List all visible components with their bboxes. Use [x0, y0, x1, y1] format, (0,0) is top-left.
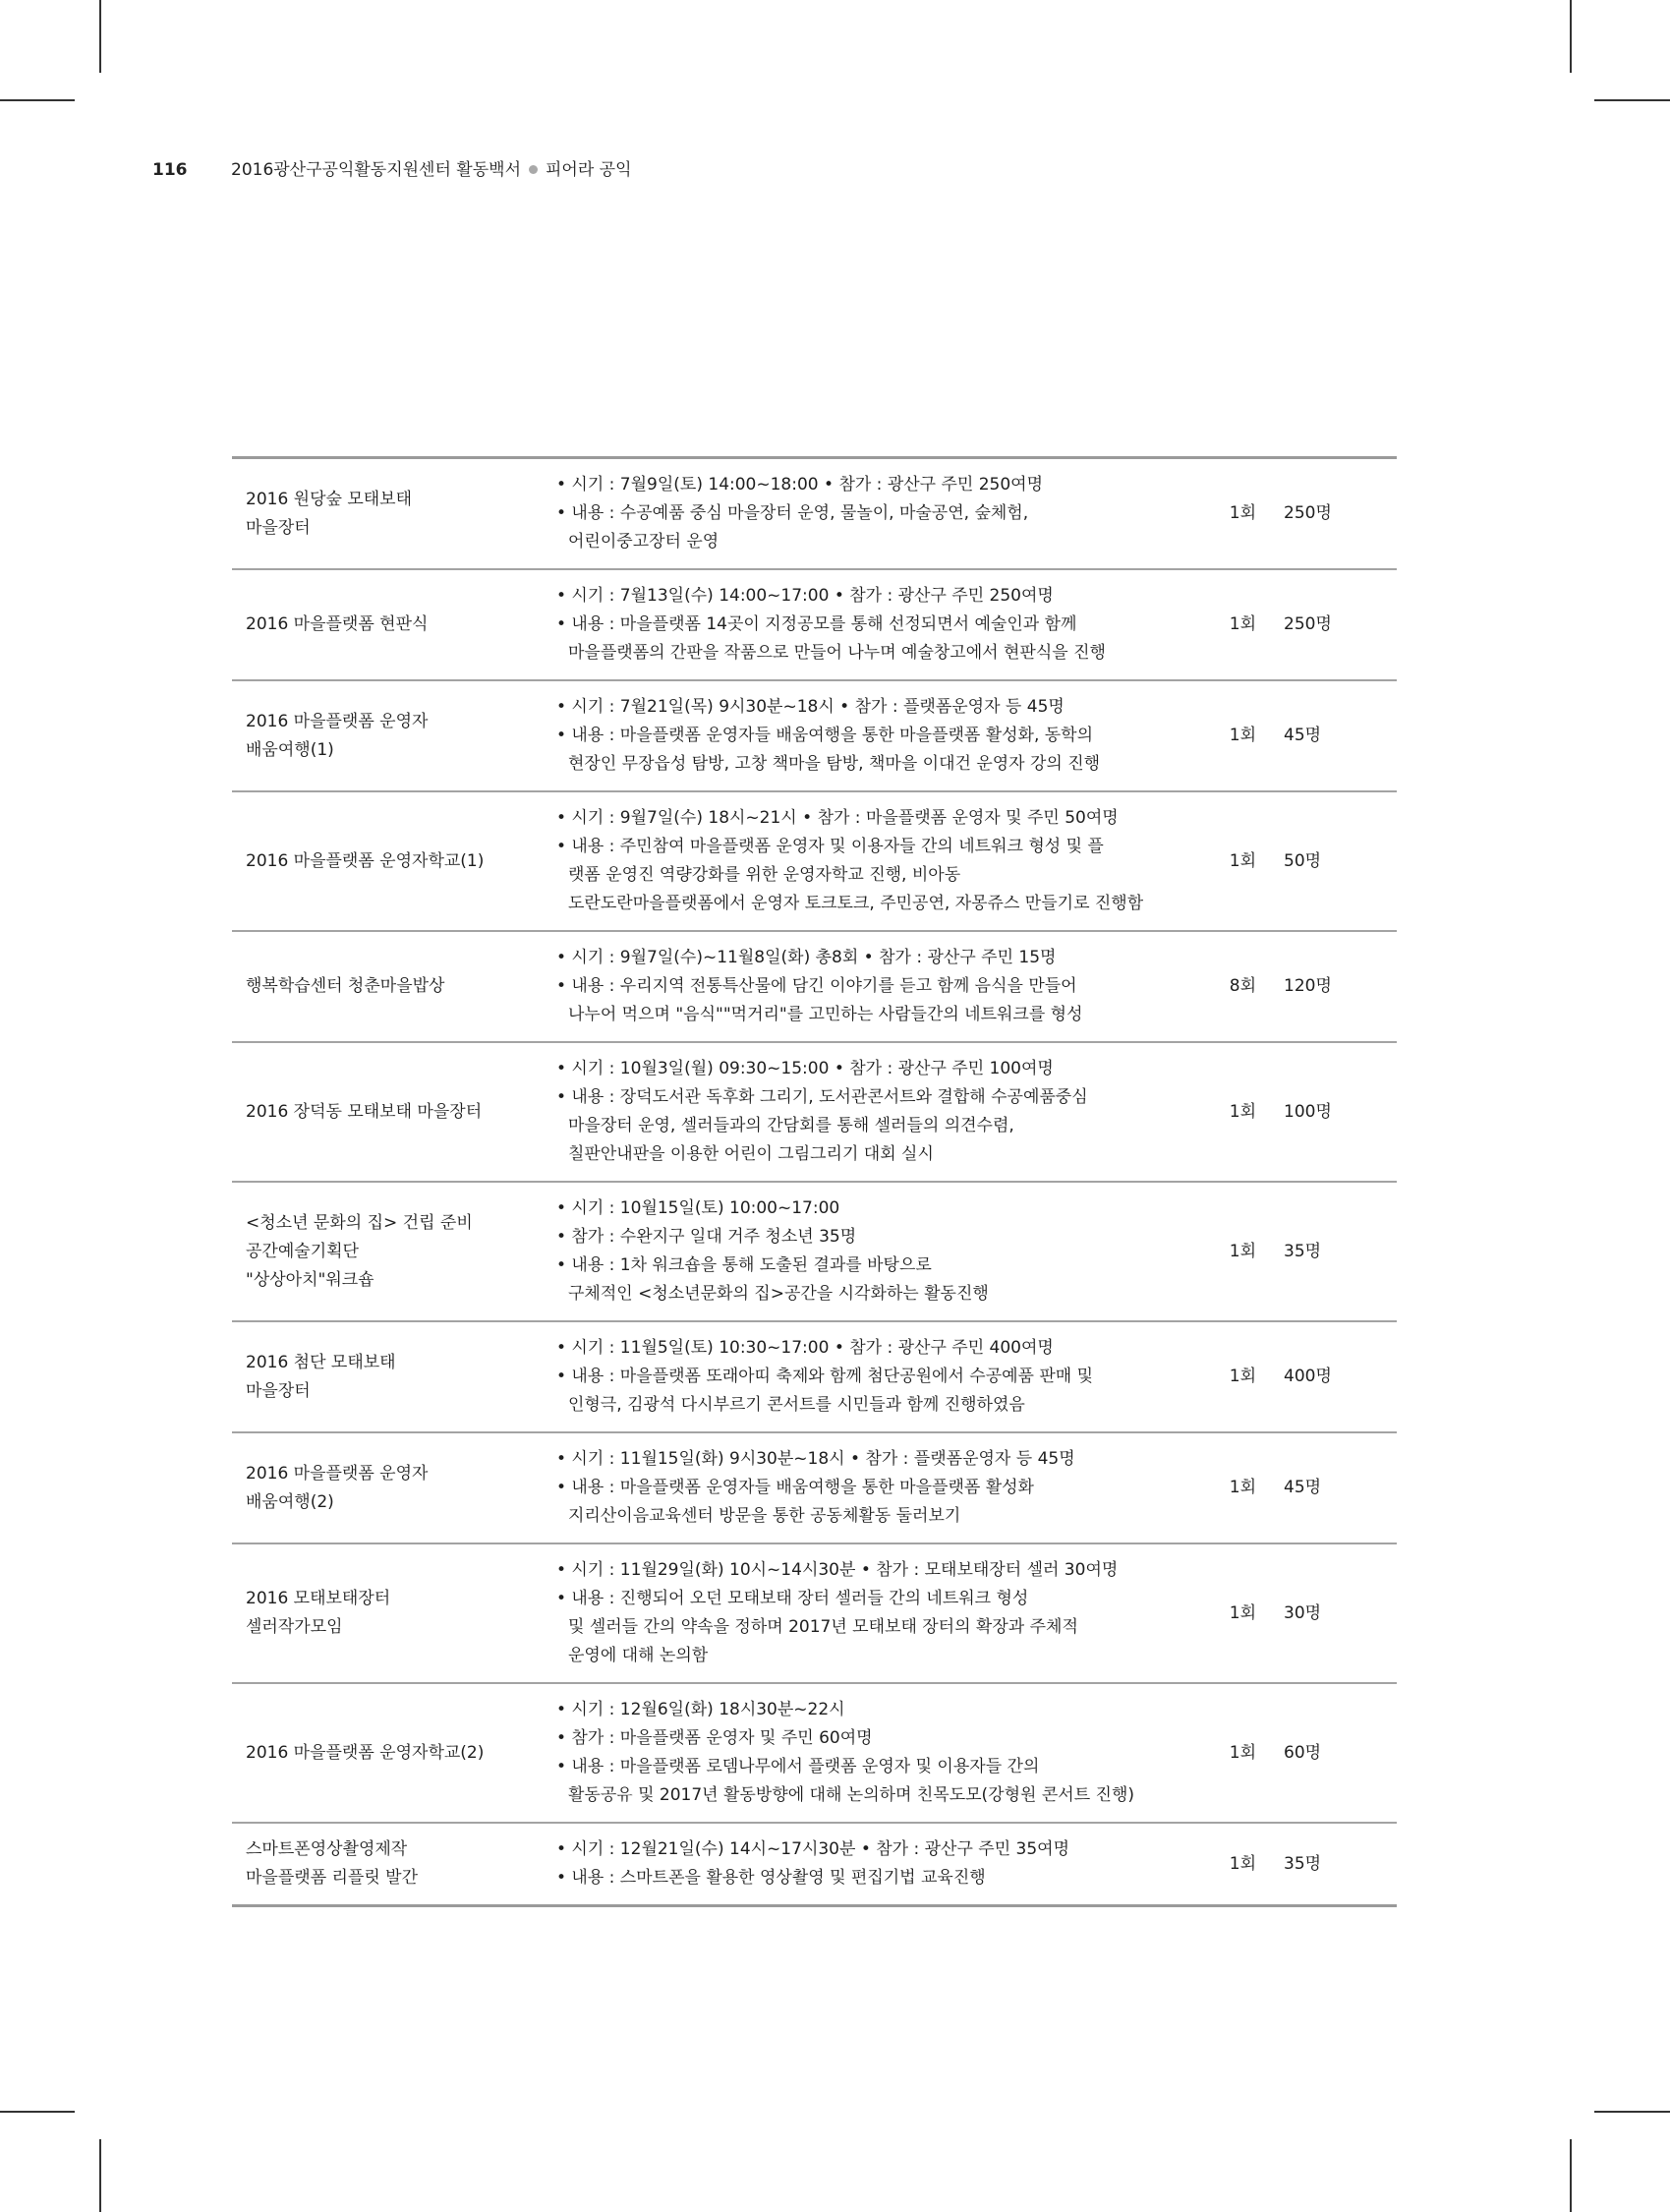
- activity-detail-line: • 참가 : 수완지구 일대 거주 청소년 35명: [556, 1227, 857, 1247]
- table-row: [232, 458, 1397, 570]
- activity-detail-line: • 내용 : 진행되어 오던 모태보태 장터 셀러들 간의 네트워크 형성: [556, 1589, 1029, 1608]
- crop-mark: [1570, 0, 1572, 73]
- activity-count: 1회: [1187, 1432, 1256, 1543]
- activity-detail-cell: [556, 1543, 1187, 1683]
- activity-detail-line: 어린이중고장터 운영: [568, 532, 720, 552]
- activity-participants: 60명: [1256, 1683, 1397, 1823]
- activity-detail-line: • 내용 : 주민참여 마을플랫폼 운영자 및 이용자들 간의 네트워크 형성 및 플: [556, 837, 1104, 856]
- activity-detail-cell: [556, 680, 1187, 791]
- activity-name-cell: [232, 1823, 556, 1906]
- activity-detail-line: 운영에 대해 논의함: [568, 1646, 709, 1665]
- activity-count: 1회: [1187, 1042, 1256, 1182]
- activity-name-cell: [232, 458, 556, 570]
- activity-detail-line: 구체적인 <청소년문화의 집>공간을 시각화하는 활동진행: [568, 1284, 989, 1304]
- table-row: [232, 569, 1397, 680]
- activity-name-cell: [232, 1042, 556, 1182]
- activity-count: 1회: [1187, 1321, 1256, 1432]
- activity-participants: 400명: [1256, 1321, 1397, 1432]
- activity-count: 1회: [1187, 458, 1256, 570]
- activity-name: 공간예술기획단: [246, 1241, 359, 1261]
- activity-name: 2016 마을플랫폼 운영자학교(2): [246, 1742, 485, 1763]
- activity-detail-line: • 시기 : 10월15일(토) 10:00~17:00: [556, 1198, 840, 1218]
- activity-detail-line: • 내용 : 스마트폰을 활용한 영상촬영 및 편집기법 교육진행: [556, 1868, 986, 1888]
- report-title: 2016광산구공익활동지원센터 활동백서: [231, 160, 521, 180]
- activity-detail-line: • 시기 : 10월3일(월) 09:30~15:00 • 참가 : 광산구 주민 100여명: [556, 1059, 1054, 1078]
- activity-table-body: [232, 458, 1397, 1906]
- activity-detail-line: • 시기 : 7월13일(수) 14:00~17:00 • 참가 : 광산구 주민 250여명: [556, 586, 1054, 606]
- activity-detail-cell: [556, 1042, 1187, 1182]
- activity-name: 마을장터: [246, 517, 311, 538]
- activity-name: 마을장터: [246, 1380, 311, 1401]
- crop-mark: [99, 0, 101, 73]
- activity-detail-line: • 내용 : 마을플랫폼 또래아띠 축제와 함께 첨단공원에서 수공예품 판매 및: [556, 1367, 1094, 1386]
- activity-detail-line: • 내용 : 마을플랫폼 운영자들 배움여행을 통한 마을플랫폼 활성화: [556, 1478, 1034, 1497]
- activity-detail-line: • 시기 : 7월21일(목) 9시30분~18시 • 참가 : 플랫폼운영자 등 45명: [556, 697, 1065, 717]
- crop-mark: [1594, 99, 1670, 101]
- activity-detail-cell: [556, 1182, 1187, 1321]
- activity-name: 배움여행(2): [246, 1491, 334, 1512]
- activity-name-cell: [232, 680, 556, 791]
- crop-mark: [99, 2139, 101, 2212]
- activity-name-cell: [232, 1321, 556, 1432]
- activity-detail-line: 활동공유 및 2017년 활동방향에 대해 논의하며 친목도모(강형원 콘서트 진행): [568, 1785, 1134, 1805]
- page-number: 116: [152, 160, 188, 180]
- activity-name: 2016 원당숲 모태보태: [246, 489, 413, 509]
- activity-count: 1회: [1187, 1683, 1256, 1823]
- bullet-dot-icon: [529, 165, 538, 174]
- section-title: 피어라 공익: [546, 160, 632, 180]
- activity-name-cell: [232, 1182, 556, 1321]
- activity-detail-line: • 내용 : 마을플랫폼 로뎀나무에서 플랫폼 운영자 및 이용자들 간의: [556, 1757, 1040, 1776]
- table-row: [232, 931, 1397, 1042]
- activity-detail-line: • 시기 : 7월9일(토) 14:00~18:00 • 참가 : 광산구 주민 250여명: [556, 475, 1044, 495]
- activity-count: 1회: [1187, 791, 1256, 931]
- activity-name: 2016 모태보태장터: [246, 1589, 391, 1608]
- activity-participants: 30명: [1256, 1543, 1397, 1683]
- activity-detail-cell: [556, 1321, 1187, 1432]
- activity-name: 스마트폰영상촬영제작: [246, 1839, 408, 1859]
- table-row: [232, 1683, 1397, 1823]
- table-row: [232, 1321, 1397, 1432]
- table-row: [232, 1042, 1397, 1182]
- activity-name: "상상아치"워크숍: [246, 1269, 374, 1290]
- activity-detail-cell: [556, 1683, 1187, 1823]
- activity-name-cell: [232, 1432, 556, 1543]
- activity-participants: 50명: [1256, 791, 1397, 931]
- activity-participants: 100명: [1256, 1042, 1397, 1182]
- activity-detail-line: • 내용 : 1차 워크숍을 통해 도출된 결과를 바탕으로: [556, 1255, 932, 1275]
- activity-count: 1회: [1187, 569, 1256, 680]
- activity-detail-line: 랫폼 운영진 역량강화를 위한 운영자학교 진행, 비아동: [568, 865, 961, 885]
- crop-mark: [0, 99, 75, 101]
- activity-count: 1회: [1187, 1182, 1256, 1321]
- activity-detail-cell: [556, 1823, 1187, 1906]
- activity-name-cell: [232, 791, 556, 931]
- activity-detail-line: • 시기 : 9월7일(수)~11월8일(화) 총8회 • 참가 : 광산구 주민 15명: [556, 948, 1057, 967]
- activity-detail-line: 및 셀러들 간의 약속을 정하며 2017년 모태보태 장터의 확장과 주체적: [568, 1617, 1078, 1637]
- activity-detail-line: 칠판안내판을 이용한 어린이 그림그리기 대회 실시: [568, 1144, 934, 1164]
- activity-detail-line: • 시기 : 11월29일(화) 10시~14시30분 • 참가 : 모태보태장터 셀러 30여명: [556, 1560, 1119, 1580]
- activity-participants: 35명: [1284, 1853, 1322, 1874]
- activity-detail-line: 도란도란마을플랫폼에서 운영자 토크토크, 주민공연, 자몽쥬스 만들기로 진행함: [568, 894, 1144, 913]
- activity-detail-line: • 내용 : 우리지역 전통특산물에 담긴 이야기를 듣고 함께 음식을 만들어: [556, 976, 1077, 996]
- activity-detail-line: • 참가 : 마을플랫폼 운영자 및 주민 60여명: [556, 1728, 873, 1748]
- activity-detail-line: • 내용 : 장덕도서관 독후화 그리기, 도서관콘서트와 결합해 수공예품중심: [556, 1087, 1088, 1107]
- activity-name: 2016 마을플랫폼 운영자학교(1): [246, 850, 485, 871]
- activity-detail-line: • 시기 : 12월21일(수) 14시~17시30분 • 참가 : 광산구 주민 35여명: [556, 1839, 1070, 1859]
- activity-participants: 120명: [1256, 931, 1397, 1042]
- activity-name-cell: [232, 1543, 556, 1683]
- activity-count: 1회: [1187, 680, 1256, 791]
- activity-participants: 45명: [1256, 1432, 1397, 1543]
- table-row: [232, 680, 1397, 791]
- activity-detail-cell: [556, 569, 1187, 680]
- crop-mark: [1594, 2111, 1670, 2113]
- table-row: [232, 1823, 1397, 1906]
- activity-name: 2016 장덕동 모태보태 마을장터: [246, 1101, 483, 1122]
- crop-mark: [1570, 2139, 1572, 2212]
- table-row: [232, 1432, 1397, 1543]
- running-header: [152, 155, 632, 180]
- crop-mark: [0, 2111, 75, 2113]
- activity-count: 1회: [1187, 1543, 1256, 1683]
- activity-name: 2016 마을플랫폼 현판식: [246, 614, 429, 634]
- activity-detail-line: 현장인 무장읍성 탐방, 고창 책마을 탐방, 책마을 이대건 운영자 강의 진행: [568, 754, 1101, 774]
- activity-detail-line: • 시기 : 12월6일(화) 18시30분~22시: [556, 1700, 845, 1719]
- table-row: [232, 1182, 1397, 1321]
- activity-name: 마을플랫폼 리플릿 발간: [246, 1868, 419, 1888]
- activity-detail-line: 나누어 먹으며 "음식""먹거리"를 고민하는 사람들간의 네트워크를 형성: [568, 1005, 1083, 1024]
- table-row: [232, 791, 1397, 931]
- activity-detail-line: • 내용 : 수공예품 중심 마을장터 운영, 물놀이, 마술공연, 숲체험,: [556, 503, 1029, 523]
- activity-detail-line: • 내용 : 마을플랫폼 14곳이 지정공모를 통해 선정되면서 예술인과 함께: [556, 614, 1077, 634]
- activity-participants: 250명: [1256, 458, 1397, 570]
- activity-name: 행복학습센터 청춘마을밥상: [246, 976, 445, 996]
- activity-name: 2016 마을플랫폼 운영자: [246, 1463, 429, 1484]
- activity-name: 셀러작가모임: [246, 1617, 343, 1637]
- activity-table: [232, 456, 1397, 1907]
- table-row: [232, 1543, 1397, 1683]
- activity-participants: 35명: [1256, 1182, 1397, 1321]
- activity-name: 2016 첨단 모태보태: [246, 1352, 396, 1372]
- activity-count: 1회: [1229, 1853, 1256, 1874]
- activity-participants: 45명: [1256, 680, 1397, 791]
- activity-detail-line: 마을장터 운영, 셀러들과의 간담회를 통해 셀러들의 의견수렴,: [568, 1116, 1014, 1135]
- activity-name: 2016 마을플랫폼 운영자: [246, 711, 429, 731]
- activity-participants: 250명: [1256, 569, 1397, 680]
- activity-detail-cell: [556, 931, 1187, 1042]
- activity-name-cell: [232, 931, 556, 1042]
- activity-detail-cell: [556, 1432, 1187, 1543]
- activity-name-cell: [232, 1683, 556, 1823]
- activity-detail-line: 인형극, 김광석 다시부르기 콘서트를 시민들과 함께 진행하였음: [568, 1395, 1025, 1415]
- activity-name: 배움여행(1): [246, 739, 334, 760]
- activity-detail-cell: [556, 458, 1187, 570]
- activity-name-cell: [232, 569, 556, 680]
- activity-detail-line: 마을플랫폼의 간판을 작품으로 만들어 나누며 예술창고에서 현판식을 진행: [568, 643, 1106, 663]
- activity-detail-line: 지리산이음교육센터 방문을 통한 공동체활동 둘러보기: [568, 1506, 961, 1526]
- activity-detail-line: • 시기 : 11월5일(토) 10:30~17:00 • 참가 : 광산구 주민 400여명: [556, 1338, 1054, 1358]
- activity-count: 8회: [1187, 931, 1256, 1042]
- activity-name: <청소년 문화의 집> 건립 준비: [246, 1212, 473, 1233]
- activity-detail-cell: [556, 791, 1187, 931]
- activity-detail-line: • 내용 : 마을플랫폼 운영자들 배움여행을 통한 마을플랫폼 활성화, 동학의: [556, 726, 1094, 745]
- activity-detail-line: • 시기 : 9월7일(수) 18시~21시 • 참가 : 마을플랫폼 운영자 및 주민 50여명: [556, 808, 1119, 828]
- activity-detail-line: • 시기 : 11월15일(화) 9시30분~18시 • 참가 : 플랫폼운영자 등 45명: [556, 1449, 1075, 1469]
